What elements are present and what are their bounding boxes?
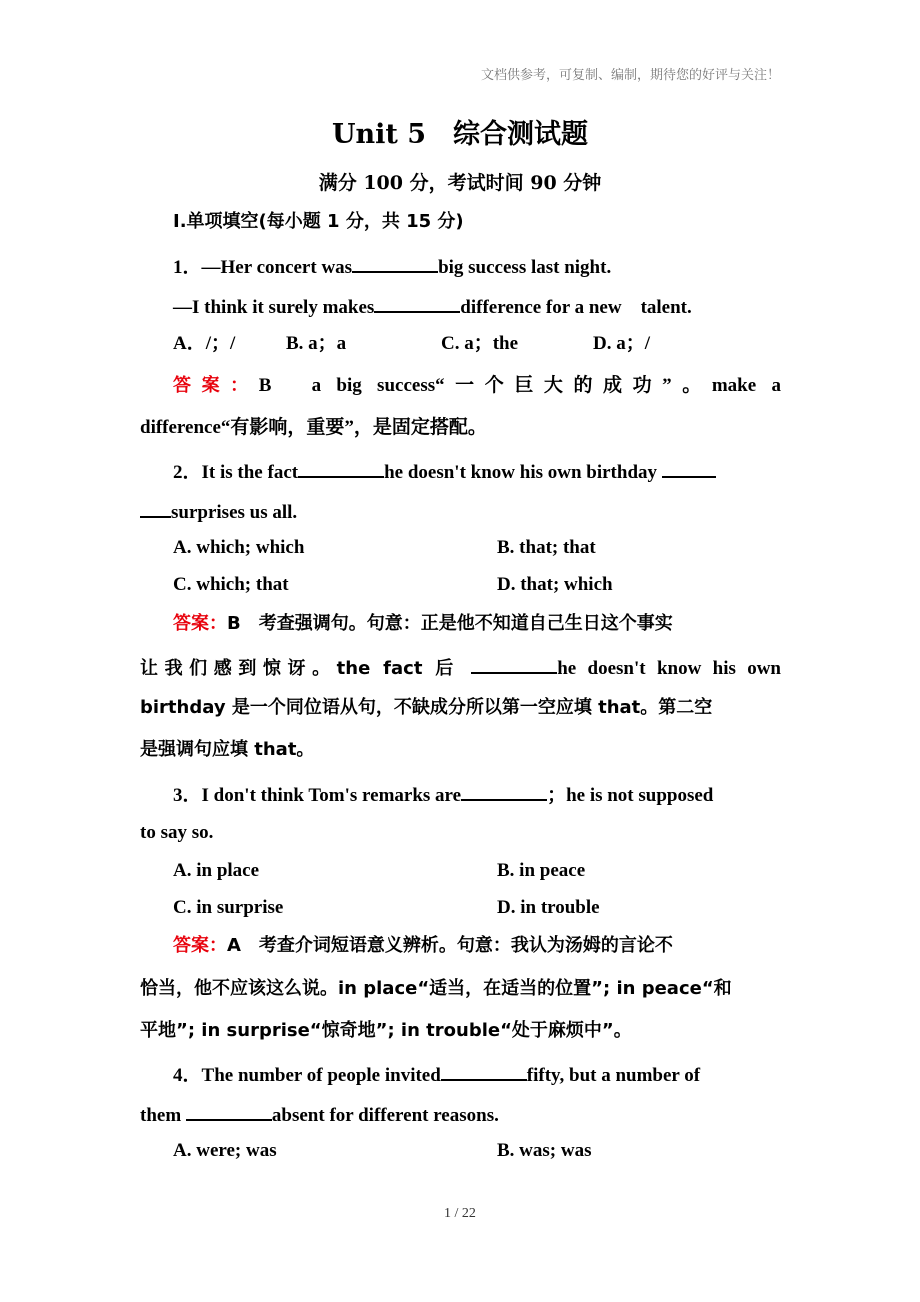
q3-option-a: A. in place	[173, 860, 260, 881]
q3-explanation-2: 恰当，他不应该这么说。in place“适当，在适当的位置”; in peace“和	[140, 978, 732, 999]
q4-blank-2	[186, 1101, 272, 1121]
q2-explanation-blank	[471, 654, 557, 674]
q2-line1	[173, 458, 781, 485]
q1-line2	[173, 293, 781, 320]
q3-answer-line1	[173, 934, 781, 958]
page-title: Unit 5 综合测试题	[331, 119, 589, 150]
q2-answer-label: 答案：	[173, 613, 227, 634]
q2-text-c: surprises us all.	[171, 502, 298, 523]
q3-answer-line3	[140, 1019, 781, 1043]
q2-number: 2．	[173, 462, 202, 483]
q2-answer-line1	[173, 612, 781, 636]
q2-text-b: he doesn't know his own birthday	[384, 462, 658, 483]
q4-blank-1	[441, 1061, 527, 1081]
q1-line1	[173, 253, 781, 280]
q4-text-d: absent for different reasons.	[271, 1105, 499, 1126]
q4-option-b: B. was; was	[497, 1140, 592, 1161]
q2-explanation-3: birthday 是一个同位语从句，不缺成分所以第一空应填 that。第二空	[140, 697, 713, 718]
q2-answer-line4	[140, 738, 781, 762]
q1-blank-2	[374, 293, 460, 313]
q1-option-a: A．/；/	[173, 333, 236, 354]
q3-blank-1	[461, 781, 547, 801]
q3-option-d: D. in trouble	[497, 897, 600, 918]
q2-blank-1	[298, 458, 384, 478]
q1-text-b: big success last night.	[438, 257, 612, 278]
header-note: 文档供参考，可复制、编制，期待您的好评与关注！	[480, 68, 780, 83]
page-subtitle: 满分 100 分，考试时间 90 分钟	[318, 172, 602, 194]
page-footer: 1 / 22	[444, 1206, 476, 1221]
q2-blank-2a	[662, 458, 716, 478]
q2-answer-line3	[140, 696, 781, 720]
q3-answer-line2	[140, 977, 781, 1001]
q3-number: 3．	[173, 785, 202, 806]
q3-answer-label: 答案：	[173, 935, 227, 956]
q1-number: 1．	[173, 257, 202, 278]
q2-option-a: A. which; which	[173, 537, 305, 558]
q2-line2	[140, 498, 781, 525]
q4-text-b: fifty, but a number of	[526, 1065, 701, 1086]
q2-explanation-2a: 让我们感到惊讶。the fact 后	[140, 658, 460, 679]
q2-blank-2b	[140, 498, 171, 518]
q3-line1	[173, 781, 781, 808]
q2-option-b: B. that; that	[497, 537, 596, 558]
q3-text-a: I don't think Tom's remarks are	[201, 785, 462, 806]
q1-answer-line2: difference“有影响，重要”，是固定搭配。	[140, 417, 487, 438]
q2-explanation-4: 是强调句应填 that。	[140, 739, 315, 760]
q3-text-b: ；he is not supposed	[547, 785, 714, 806]
q2-text-a: It is the fact	[201, 462, 299, 483]
q4-number: 4．	[173, 1065, 202, 1086]
q4-text-a: The number of people invited	[201, 1065, 441, 1086]
q2-option-d: D. that; which	[497, 574, 613, 595]
q1-answer-line1	[173, 374, 781, 398]
q1-option-c: C. a；the	[441, 333, 519, 354]
section-heading: Ⅰ.单项填空(每小题 1 分，共 15 分)	[173, 211, 464, 232]
q4-option-a: A. were; was	[173, 1140, 277, 1161]
q1-text-d: difference for a new talent.	[460, 297, 692, 318]
q3-line2: to say so.	[140, 822, 214, 843]
q1-answer-key: B	[258, 375, 272, 396]
q4-text-c: them	[140, 1105, 182, 1126]
q1-option-b: B. a；a	[286, 333, 347, 354]
q2-answer-line2	[140, 654, 781, 681]
q1-option-d: D. a；/	[593, 333, 651, 354]
q3-explanation-3: 平地”; in surprise“惊奇地”; in trouble“处于麻烦中”。	[140, 1020, 632, 1041]
q1-explanation-1: a big success“一个巨大的成功”。make a	[311, 375, 781, 396]
q2-explanation-1: B 考查强调句。句意：正是他不知道自己生日这个事实	[227, 613, 673, 634]
q4-line2	[140, 1101, 781, 1128]
q3-option-c: C. in surprise	[173, 897, 284, 918]
q4-line1	[173, 1061, 781, 1088]
q1-text-a: —Her concert was	[201, 257, 353, 278]
q3-explanation-1: A 考查介词短语意义辨析。句意：我认为汤姆的言论不	[227, 935, 673, 956]
q2-option-c: C. which; that	[173, 574, 289, 595]
q2-explanation-2b: he doesn't know his own	[557, 658, 781, 679]
q1-blank-1	[352, 253, 438, 273]
q1-text-c: —I think it surely makes	[173, 297, 375, 318]
q3-option-b: B. in peace	[497, 860, 586, 881]
q1-answer-label: 答案：	[173, 375, 259, 396]
